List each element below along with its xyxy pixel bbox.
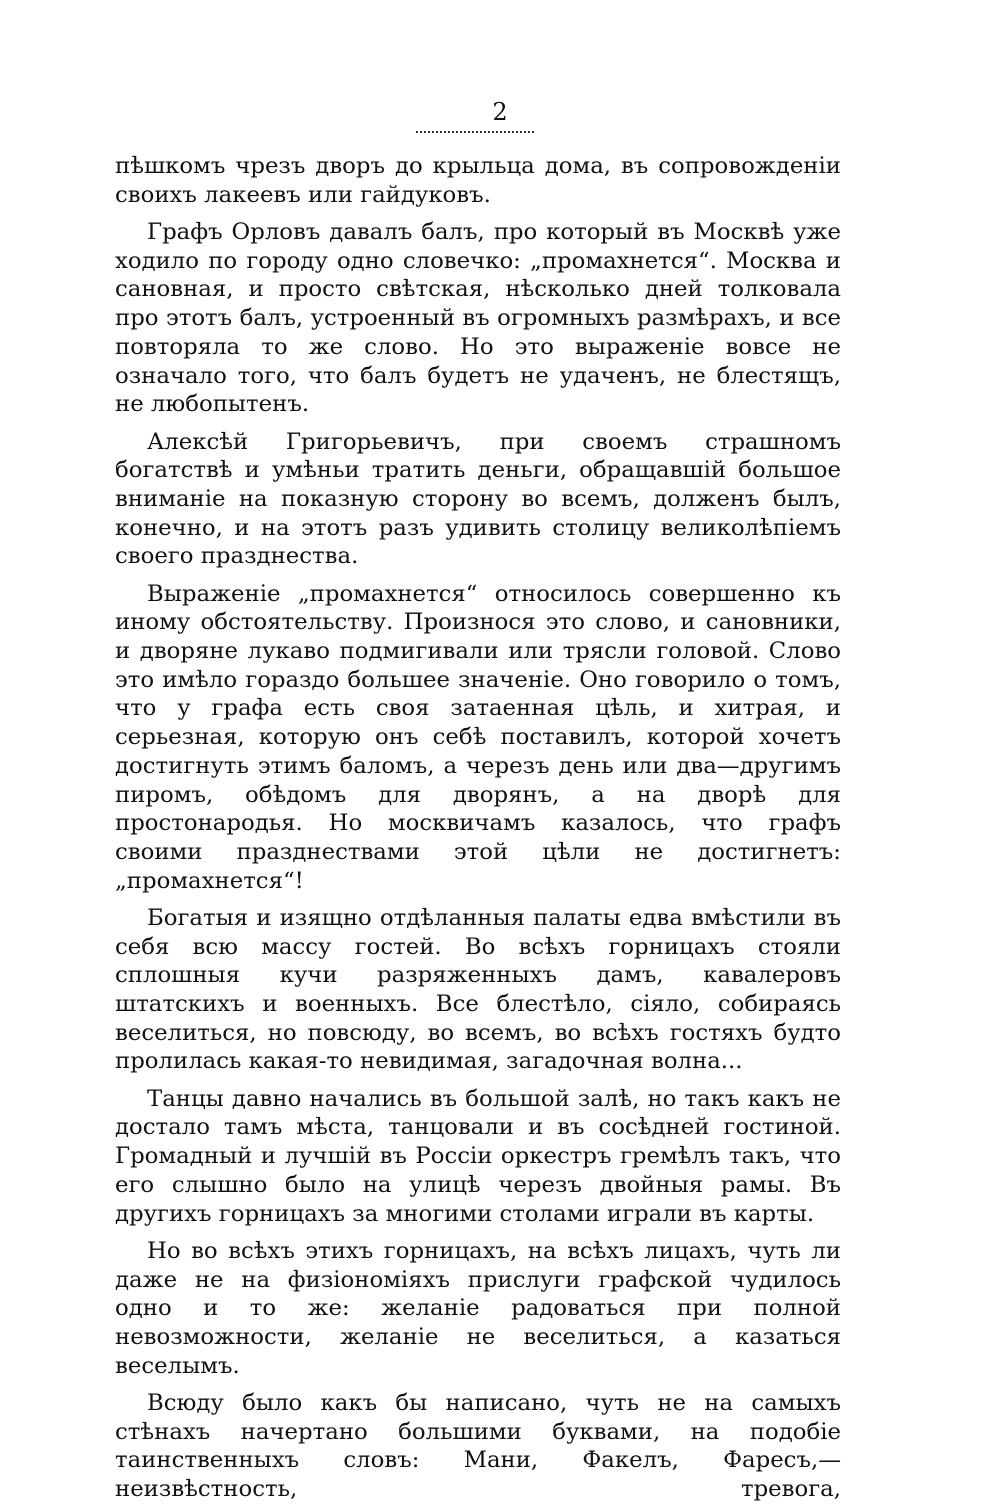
page-number-divider [416, 131, 534, 133]
paragraph-4: Выраженіе „промахнется“ относилось совершенно къ иному обстоятельству. Произнося это слово, и сановники, и дворяне лукаво подмигивали или трясли головой. Слово это имѣло гораздо большее значеніе. Оно говорило о томъ, что у графа есть своя затаенная цѣль, и хитрая, и серьезная, которую онъ себѣ поставилъ, которой хочетъ достигнуть этимъ баломъ, а черезъ день или два—другимъ пиромъ, обѣдомъ для дворянъ, а на дворѣ для простонародья. Но москвичамъ казалось, что графъ своими празднествами этой цѣли не достигнетъ: „промахнется“! [115, 580, 841, 894]
page-number: 2 [492, 98, 508, 126]
paragraph-6: Танцы давно начались въ большой залѣ, но такъ какъ не достало тамъ мѣста, танцовали и въ сосѣдней гостиной. Громадный и лучшій въ Россіи оркестръ гремѣлъ такъ, что его слышно было на улицѣ черезъ двойныя рамы. Въ другихъ горницахъ за многими столами играли въ карты. [115, 1085, 841, 1227]
paragraph-5: Богатыя и изящно отдѣланныя палаты едва вмѣстили въ себя всю массу гостей. Во всѣхъ горницахъ стояли сплошныя кучи разряженныхъ дамъ, кавалеровъ штатскихъ и военныхъ. Все блестѣло, сіяло, собираясь веселиться, но повсюду, во всемъ, во всѣхъ гостяхъ будто пролилась какая-то невидимая, загадочная волна... [115, 904, 841, 1075]
body-text [115, 152, 841, 1504]
paragraph-2: Графъ Орловъ давалъ балъ, про который въ Москвѣ уже ходило по городу одно словечко: „промахнется“. Москва и сановная, и просто свѣтская, нѣсколько дней толковала про этотъ балъ, устроенный въ огромныхъ размѣрахъ, и все повторяла то же слово. Но это выраженіе вовсе не означало того, что балъ будетъ не удаченъ, не блестящъ, не любопытенъ. [115, 219, 841, 418]
paragraph-3: Алексѣй Григорьевичъ, при своемъ страшномъ богатствѣ и умѣньи тратить деньги, обращавшій большое вниманіе на показную сторону во всемъ, долженъ былъ, конечно, и на этотъ разъ удивить столицу великолѣпіемъ своего празднества. [115, 428, 841, 570]
paragraph-8: Всюду было какъ бы написано, чуть не на самыхъ стѣнахъ начертано большими буквами, на подобіе таинственныхъ словъ: Мани, Факелъ, Фаресъ,—неизвѣстность, тревога, [115, 1389, 841, 1503]
paragraph-7: Но во всѣхъ этихъ горницахъ, на всѣхъ лицахъ, чуть ли даже не на физіономіяхъ прислуги графской чудилось одно и то же: желаніе радоваться при полной невозможности, желаніе не веселиться, а казаться веселымъ. [115, 1237, 841, 1379]
paragraph-1: пѣшкомъ чрезъ дворъ до крыльца дома, въ сопровожденіи своихъ лакеевъ или гайдуковъ. [115, 153, 841, 208]
